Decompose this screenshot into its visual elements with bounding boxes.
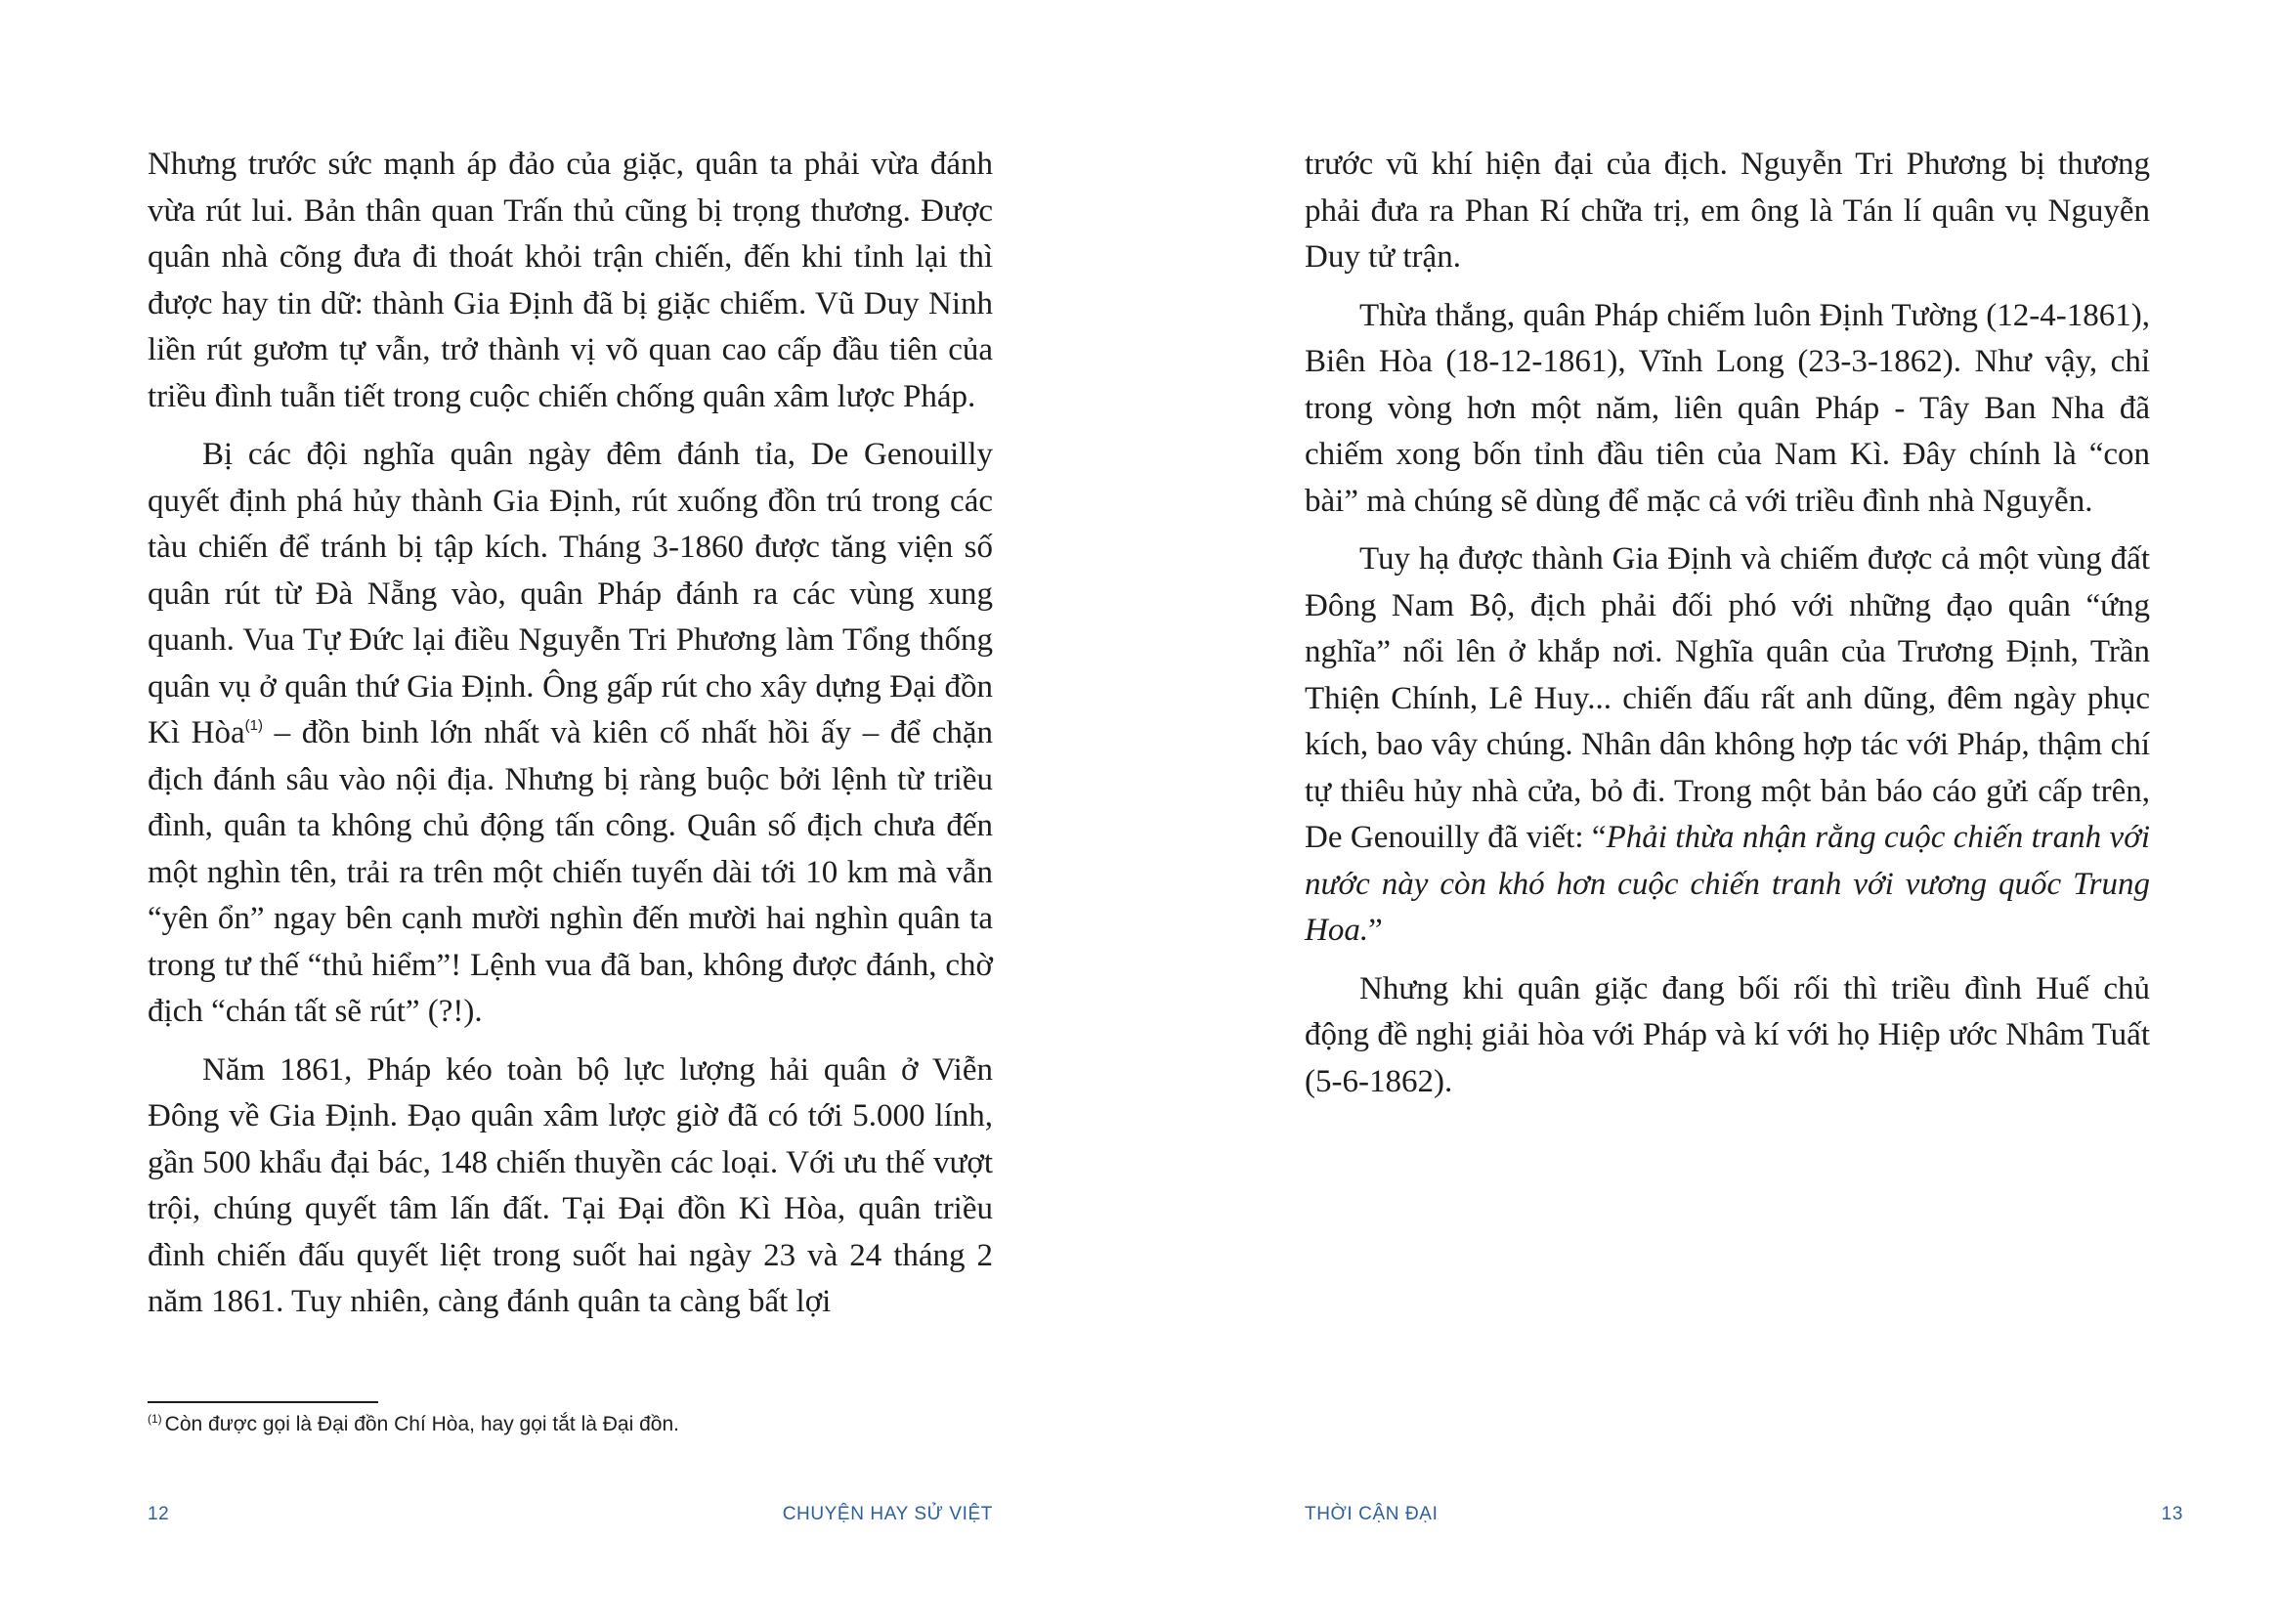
italic-quote: Phải thừa nhận rằng cuộc chiến tranh với nước này còn khó hơn cuộc chiến tranh với vương quốc Trung Hoa. xyxy=(1305,820,2150,948)
footnote-reference[interactable]: (1) xyxy=(244,717,263,734)
right-body-text xyxy=(1305,142,2150,1117)
running-head: THỜI CẬN ĐẠI xyxy=(1305,1504,1439,1524)
footnote xyxy=(148,1410,993,1439)
running-head: CHUYỆN HAY SỬ VIỆT xyxy=(782,1504,993,1524)
left-body-text xyxy=(148,142,993,1338)
page-number: 12 xyxy=(148,1504,170,1524)
closing-quote-mark: ” xyxy=(1368,913,1383,948)
footnote-divider xyxy=(148,1401,378,1403)
paragraph xyxy=(1305,536,2150,955)
paragraph-text: – đồn binh lớn nhất và kiên cố nhất hồi ấy – để chặn địch đánh sâu vào nội địa. Nhưng bị ràng buộc bởi lệnh từ triều đình, quân ta không chủ động tấn công. Quân số địch chưa đến một nghìn tên, trải ra trên một chiến tuyến dài tới 10 km mà vẫn “yên ổn” ngay bên cạnh mười nghìn đến mười hai nghìn quân ta trong tư thế “thủ hiểm”! Lệnh vua đã ban, không được đánh, chờ địch “chán tất sẽ rút” (?!). xyxy=(148,715,993,1029)
paragraph-text: Tuy hạ được thành Gia Định và chiếm được cả một vùng đất Đông Nam Bộ, địch phải đối phó với những đạo quân “ứng nghĩa” nổi lên ở khắp nơi. Nghĩa quân của Trương Định, Trần Thiện Chính, Lê Huy... chiến đấu rất anh dũng, đêm ngày phục kích, bao vây chúng. Nhân dân không hợp tác với Pháp, thậm chí tự thiêu hủy nhà cửa, bỏ đi. Trong một bản báo cáo gửi cấp trên, De Genouilly đã viết: “ xyxy=(1305,541,2150,855)
right-page xyxy=(1139,0,2278,1624)
page-number: 13 xyxy=(2161,1504,2183,1524)
paragraph: Nhưng khi quân giặc đang bối rối thì triều đình Huế chủ động đề nghị giải hòa với Pháp và kí với họ Hiệp ước Nhâm Tuất (5-6-1862). xyxy=(1305,970,2150,1099)
footnote-marker: (1) xyxy=(148,1412,162,1426)
paragraph-text: Bị các đội nghĩa quân ngày đêm đánh tỉa, De Genouilly quyết định phá hủy thành Gia Định, rút xuống đồn trú trong các tàu chiến để tránh bị tập kích. Tháng 3-1860 được tăng viện số quân rút từ Đà Nẵng vào, quân Pháp đánh ra các vùng xung quanh. Vua Tự Đức lại điều Nguyễn Tri Phương làm Tổng thống quân vụ ở quân thứ Gia Định. Ông gấp rút cho xây dựng Đại đồn Kì Hòa xyxy=(148,437,993,750)
paragraph: Năm 1861, Pháp kéo toàn bộ lực lượng hải quân ở Viễn Đông về Gia Định. Đạo quân xâm lược giờ đã có tới 5.000 lính, gần 500 khẩu đại bác, 148 chiến thuyền các loại. Với ưu thế vượt trội, chúng quyết tâm lấn đất. Tại Đại đồn Kì Hòa, quân triều đình chiến đấu quyết liệt trong suốt hai ngày 23 và 24 tháng 2 năm 1861. Tuy nhiên, càng đánh quân ta càng bất lợi xyxy=(148,1051,993,1319)
paragraph: Nhưng trước sức mạnh áp đảo của giặc, quân ta phải vừa đánh vừa rút lui. Bản thân quan Trấn thủ cũng bị trọng thương. Được quân nhà cõng đưa đi thoát khỏi trận chiến, đến khi tỉnh lại thì được hay tin dữ: thành Gia Định đã bị giặc chiếm. Vũ Duy Ninh liền rút gươm tự vẫn, trở thành vị võ quan cao cấp đầu tiên của triều đình tuẫn tiết trong cuộc chiến chống quân xâm lược Pháp. xyxy=(148,147,993,414)
paragraph: Thừa thắng, quân Pháp chiếm luôn Định Tường (12-4-1861), Biên Hòa (18-12-1861), Vĩnh Long (23-3-1862). Như vậy, chỉ trong vòng hơn một năm, liên quân Pháp - Tây Ban Nha đã chiếm xong bốn tỉnh đầu tiên của Nam Kì. Đây chính là “con bài” mà chúng sẽ dùng để mặc cả với triều đình nhà Nguyễn. xyxy=(1305,297,2150,519)
paragraph: trước vũ khí hiện đại của địch. Nguyễn Tri Phương bị thương phải đưa ra Phan Rí chữa trị, em ông là Tán lí quân vụ Nguyễn Duy tử trận. xyxy=(1305,147,2150,275)
footnote-text: Còn được gọi là Đại đồn Chí Hòa, hay gọi tắt là Đại đồn. xyxy=(164,1413,679,1435)
paragraph xyxy=(148,432,993,1036)
